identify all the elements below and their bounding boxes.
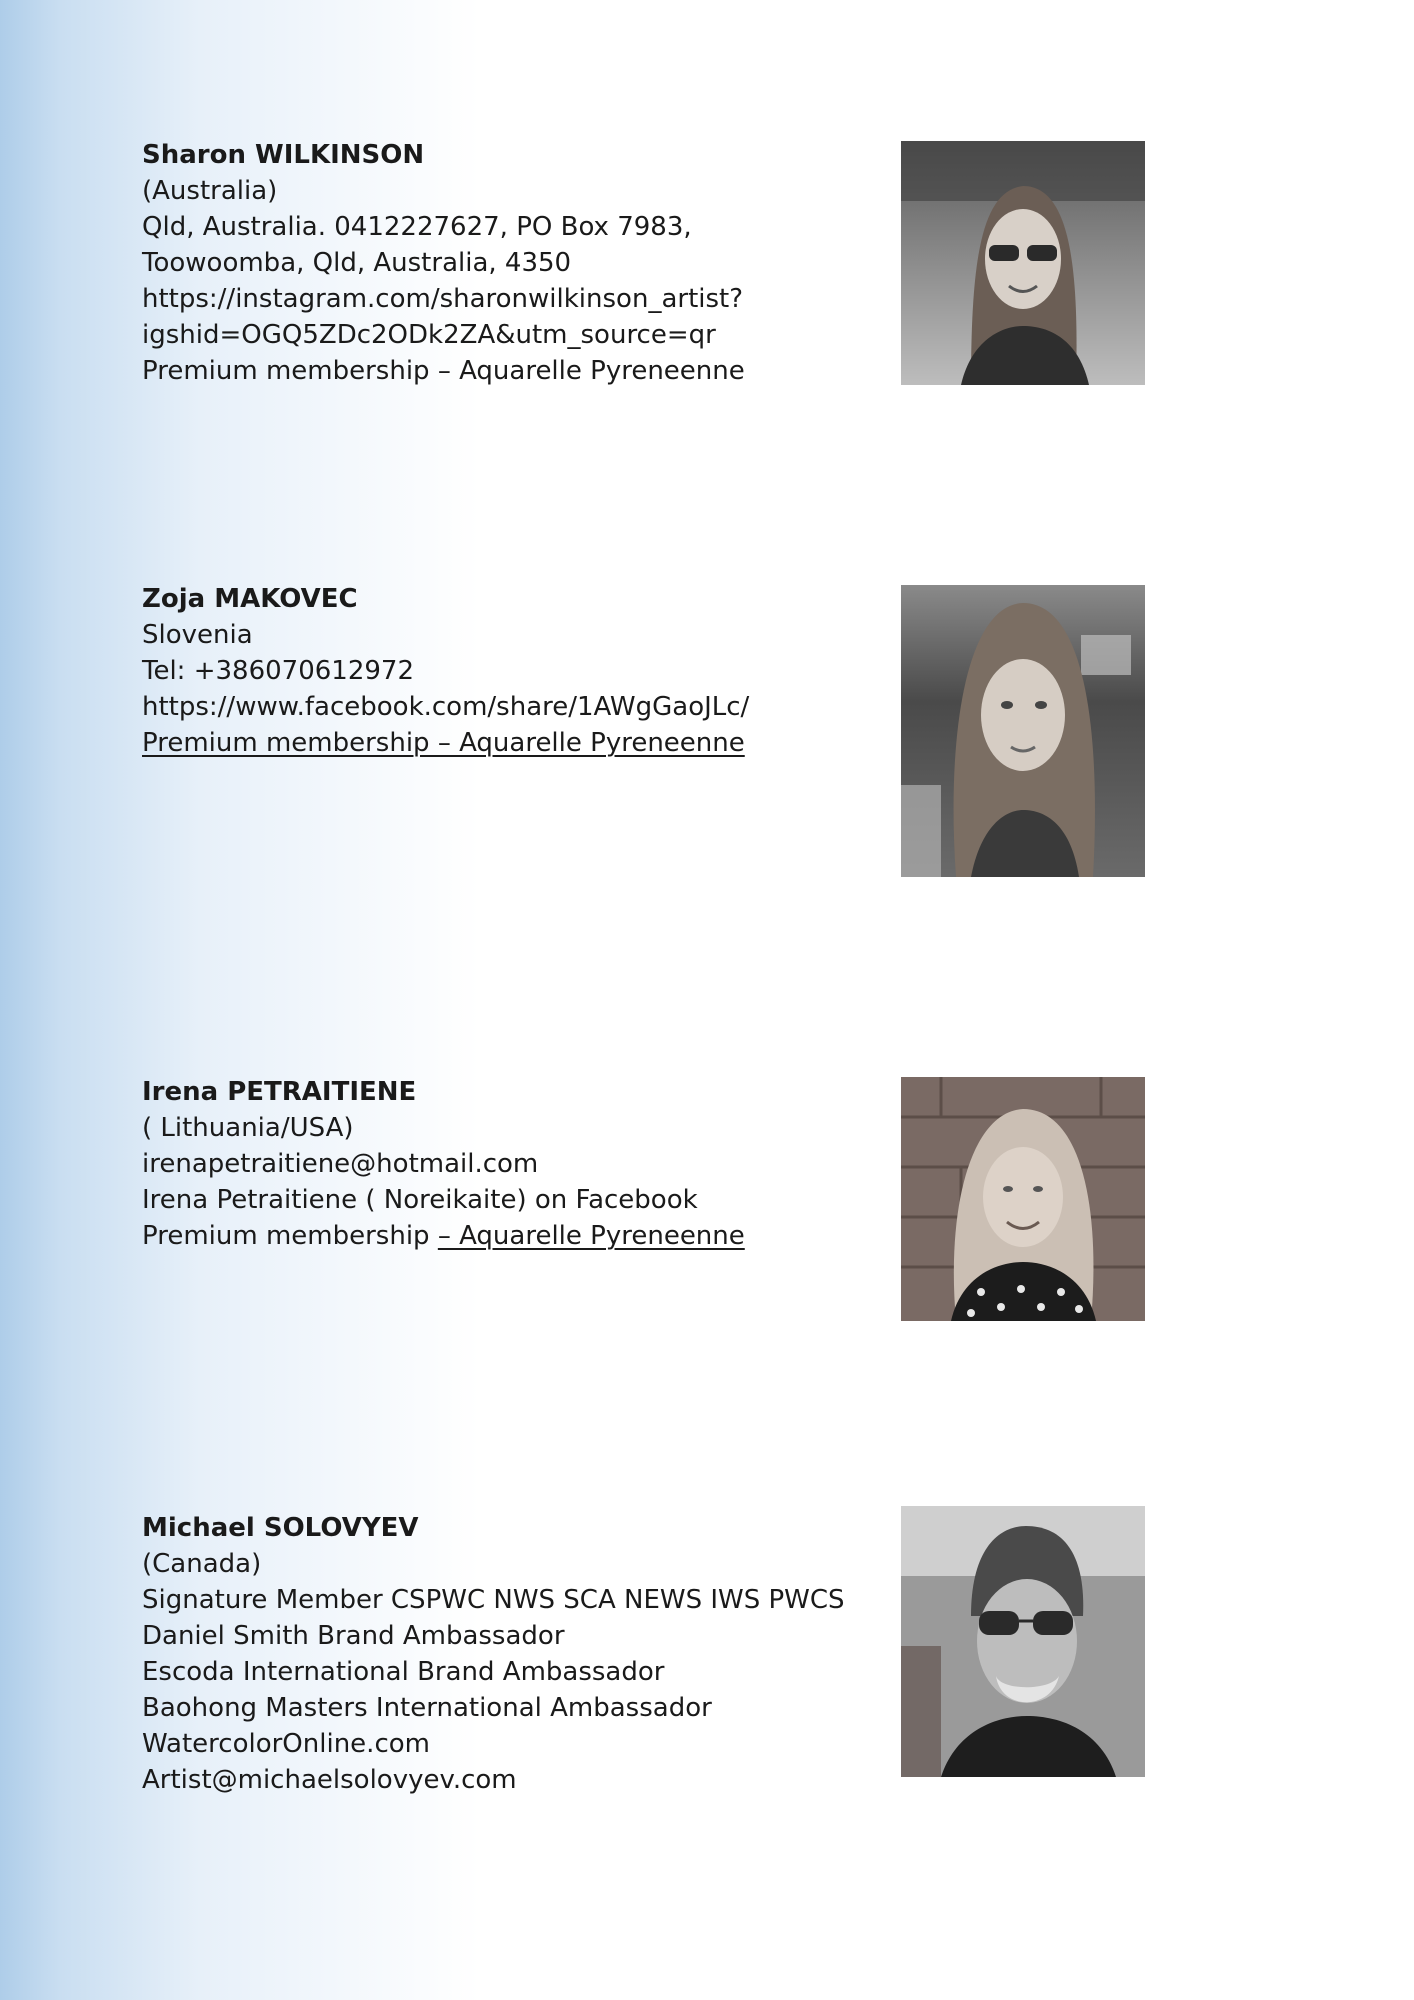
member-website-link[interactable]: WatercolorOnline.com <box>142 1729 430 1759</box>
member-email[interactable]: irenapetraitiene@hotmail.com <box>142 1149 539 1179</box>
member-country: (Australia) <box>142 176 278 206</box>
portrait-photo-icon <box>901 1506 1145 1777</box>
member-name: Zoja MAKOVEC <box>142 584 358 614</box>
member-credentials: Escoda International Brand Ambassador <box>142 1657 665 1687</box>
member-address: Toowoomba, Qld, Australia, 4350 <box>142 248 572 278</box>
member-facebook-info: Irena Petraitiene ( Noreikaite) on Facebook <box>142 1185 698 1215</box>
portrait-photo-icon <box>901 585 1145 877</box>
member-membership <box>142 1218 882 1254</box>
portrait-photo-icon <box>901 1077 1145 1321</box>
member-info <box>142 137 882 389</box>
member-info <box>142 1510 882 1798</box>
portrait-photo-icon <box>901 141 1145 385</box>
member-membership: Premium membership – Aquarelle Pyreneenne <box>142 356 745 386</box>
member-info <box>142 581 882 761</box>
member-email[interactable]: Artist@michaelsolovyev.com <box>142 1765 517 1795</box>
member-photo <box>901 141 1145 385</box>
member-country: ( Lithuania/USA) <box>142 1113 354 1143</box>
member-membership-link[interactable]: – Aquarelle Pyreneenne <box>437 1221 745 1251</box>
member-address: Qld, Australia. 0412227627, PO Box 7983, <box>142 212 692 242</box>
member-country: Slovenia <box>142 620 253 650</box>
member-photo <box>901 585 1145 877</box>
member-name: Irena PETRAITIENE <box>142 1077 417 1107</box>
member-membership-link[interactable]: Premium membership – Aquarelle Pyreneenne <box>142 728 745 758</box>
member-photo <box>901 1077 1145 1321</box>
membership-prefix: Premium membership <box>142 1221 438 1251</box>
member-credentials: Baohong Masters International Ambassador <box>142 1693 712 1723</box>
member-name: Sharon WILKINSON <box>142 140 425 170</box>
member-phone: Tel: +386070612972 <box>142 656 414 686</box>
member-instagram-link[interactable]: https://instagram.com/sharonwilkinson_artist? <box>142 284 744 314</box>
member-info <box>142 1074 882 1254</box>
member-credentials: Signature Member CSPWC NWS SCA NEWS IWS PWCS <box>142 1585 845 1615</box>
member-photo <box>901 1506 1145 1777</box>
member-country: (Canada) <box>142 1549 262 1579</box>
member-facebook-link[interactable]: https://www.facebook.com/share/1AWgGaoJLc/ <box>142 692 750 722</box>
member-credentials: Daniel Smith Brand Ambassador <box>142 1621 565 1651</box>
member-instagram-link[interactable]: igshid=OGQ5ZDc2ODk2ZA&utm_source=qr <box>142 320 716 350</box>
member-name: Michael SOLOVYEV <box>142 1513 419 1543</box>
